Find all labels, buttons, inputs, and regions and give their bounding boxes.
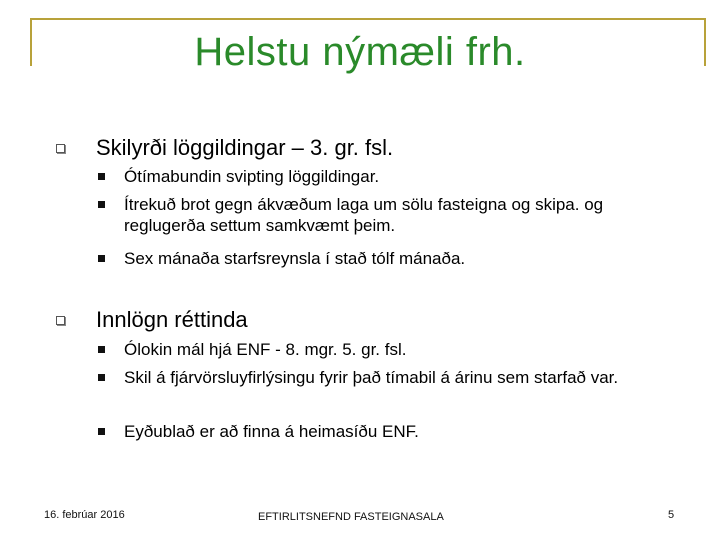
page-number: 5 [668, 509, 675, 521]
list-item: Eyðublað er að finna á heimasíðu ENF. [124, 422, 419, 441]
list-item: Ólokin mál hjá ENF - 8. mgr. 5. gr. fsl. [124, 340, 407, 359]
square-bullet-icon [98, 255, 105, 262]
hollow-square-bullet-icon [56, 144, 65, 153]
square-bullet-icon [98, 428, 105, 435]
footer-date: 16. febrúar 2016 [44, 509, 125, 521]
frame-top-line [30, 18, 706, 20]
footer-organization: EFTIRLITSNEFND FASTEIGNASALA [258, 511, 444, 523]
square-bullet-icon [98, 346, 105, 353]
square-bullet-icon [98, 173, 105, 180]
list-item: Ítrekuð brot gegn ákvæðum laga um sölu fasteigna og skipa. og reglugerða settum samkvæmt þeim. [124, 195, 604, 235]
section-heading: Innlögn réttinda [96, 307, 248, 332]
section-heading: Skilyrði löggildingar – 3. gr. fsl. [96, 135, 394, 160]
list-item: Ótímabundin svipting löggildingar. [124, 167, 380, 186]
square-bullet-icon [98, 374, 105, 381]
slide-title: Helstu nýmæli frh. [194, 30, 526, 74]
square-bullet-icon [98, 201, 105, 208]
list-item: Sex mánaða starfsreynsla í stað tólf mánaða. [124, 249, 466, 268]
list-item: Skil á fjárvörsluyfirlýsingu fyrir það tímabil á árinu sem starfað var. [124, 368, 619, 387]
hollow-square-bullet-icon [56, 316, 65, 325]
